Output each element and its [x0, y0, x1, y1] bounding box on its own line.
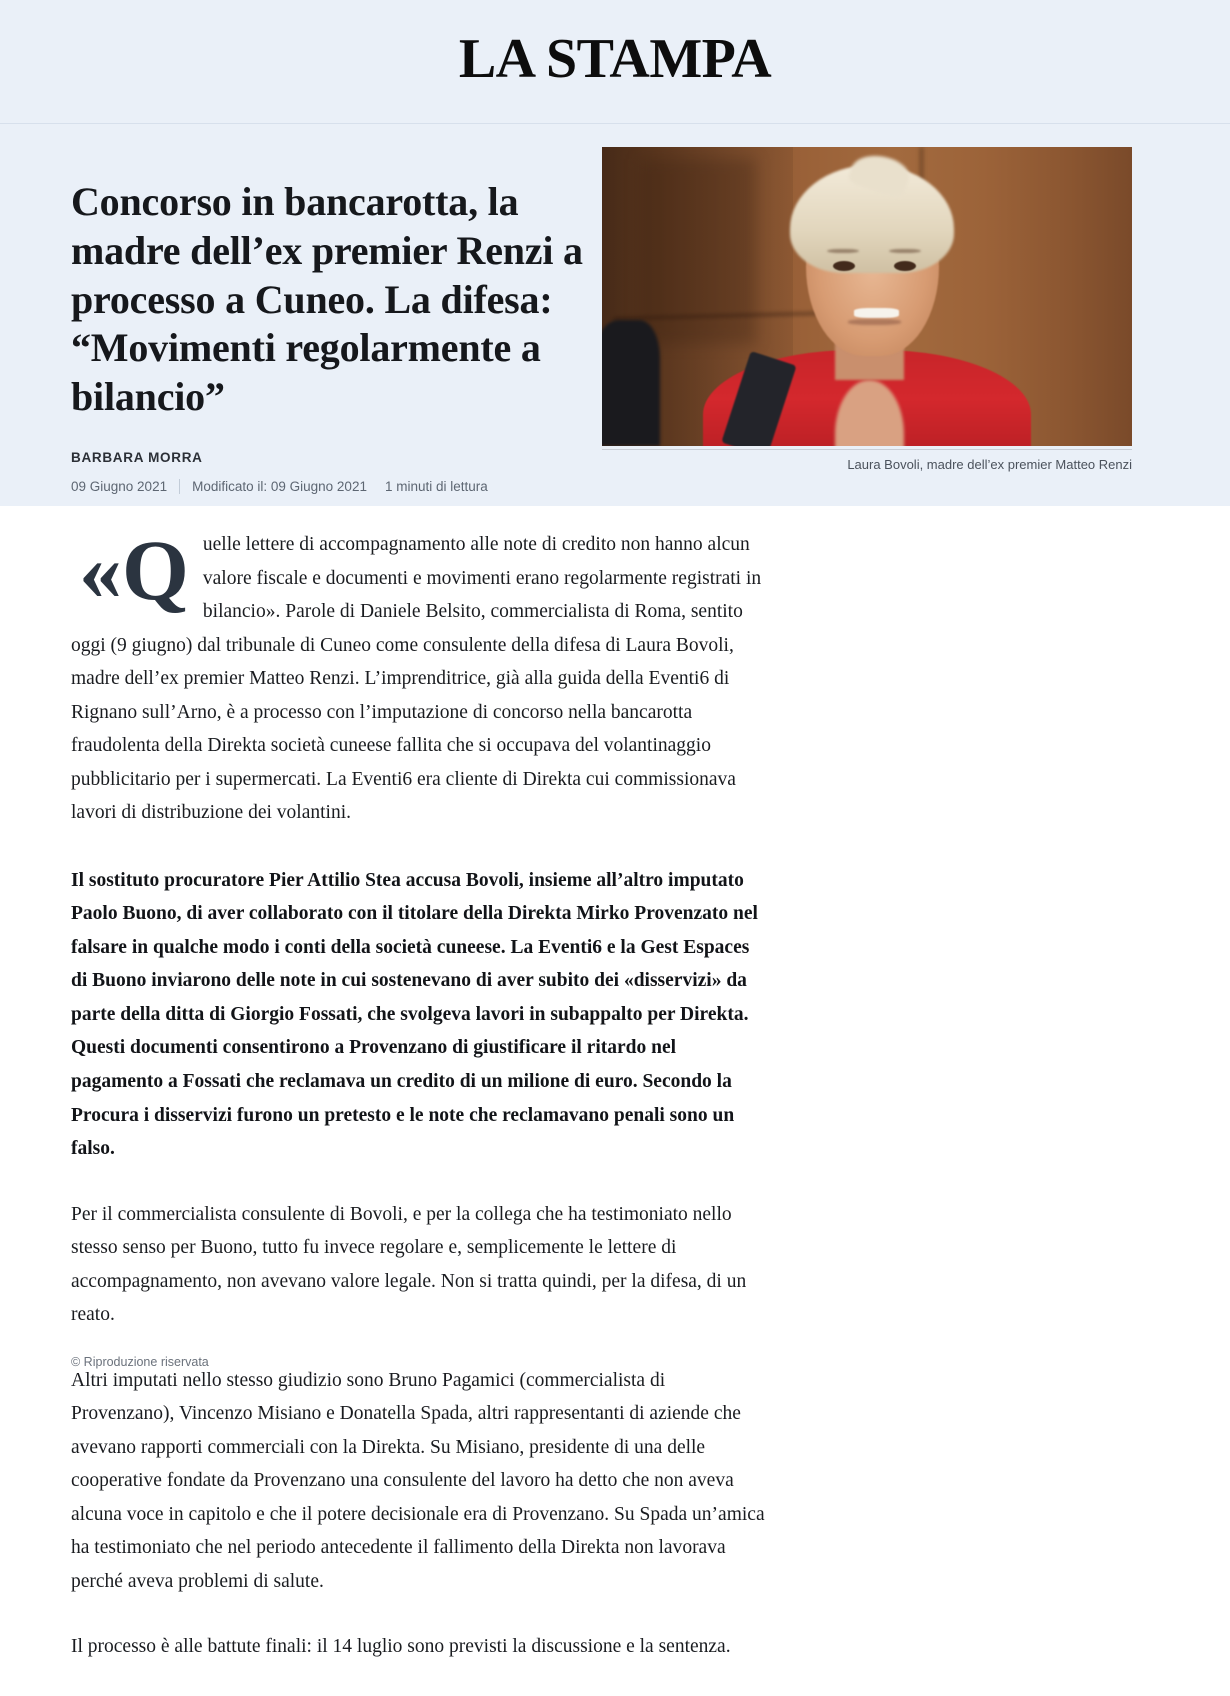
la-stampa-logo[interactable]: LA STAMPA: [458, 28, 772, 90]
photo-smile: [854, 308, 899, 318]
article-meta: [71, 479, 591, 494]
masthead: [0, 0, 1230, 124]
dropcap: «Q: [79, 522, 189, 618]
reading-time: 1 minuti di lettura: [384, 478, 488, 494]
caption-divider: [602, 449, 1132, 450]
paragraph-5: Il processo è alle battute finali: il 14 luglio sono previsti la discussione e la sentenza.: [71, 1636, 731, 1658]
photo-mouth-shadow: [848, 319, 901, 325]
article-body: [71, 522, 768, 1696]
photo-background-person: [602, 320, 660, 446]
paragraph-3: Per il commercialista consulente di Bovoli, e per la collega che ha testimoniato nello stesso senso per Buono, tutto fu invece regolare e, semplicemente le lettere di accompagnamento, non avevano valore legale. Non si tratta quindi, per la difesa, di un reato.: [71, 1203, 747, 1326]
paragraph-highlight: Il sostituto procuratore Pier Attilio Stea accusa Bovoli, insieme all’altro imputato Paolo Buono, di aver collaborato con il titolare della Direkta Mirko Provenzato nel falsare in qualche modo i conti della società cuneese. La Eventi6 e la Gest Espaces di Buono inviarono delle note in cui sostenevano di aver subito dei «disservizi» da parte della ditta di Giorgio Fossati, che svolgeva lavori in subappalto per Direkta. Questi documenti consentirono a Provenzano di giustificare il ritardo nel pagamento a Fossati che reclamava un credito di un milione di euro. Secondo la Procura i disservizi furono un pretesto e le note che reclamavano penali sono un falso.: [71, 869, 758, 1160]
page-title: Concorso in bancarotta, la madre dell’ex premier Renzi a processo a Cuneo. La difesa: “Movimenti regolarmente a bilancio”: [71, 179, 583, 420]
paragraph-lead: [71, 522, 768, 830]
photo-image: [602, 147, 1132, 446]
modified-date: Modificato il: 09 Giugno 2021: [192, 478, 367, 494]
published-date: 09 Giugno 2021: [71, 478, 168, 494]
masthead-divider: [0, 123, 1230, 124]
paragraph-text: uelle lettere di accompagnamento alle note di credito non hanno alcun valore fiscale e documenti e movimenti erano regolarmente registrati in bilancio». Parole di Daniele Belsito, commercialista di Roma, sentito oggi (9 giugno) dal tribunale di Cuneo come consulente della difesa di Laura Bovoli, madre dell’ex premier Matteo Renzi. L’imprenditrice, già alla guida della Eventi6 di Rignano sull’Arno, è a processo con l’imputazione di concorso nella bancarotta fraudolenta della Direkta società cuneese fallita che si occupava del volantinaggio pubblicitario per i supermercati. La Eventi6 era cliente di Direkta cui commissionava lavori di distribuzione dei volantini.: [71, 534, 762, 824]
photo-caption: Laura Bovoli, madre dell’ex premier Matteo Renzi: [847, 457, 1132, 472]
paragraph-4: Altri imputati nello stesso giudizio sono Bruno Pagamici (commercialista di Provenzano), Vincenzo Misiano e Donatella Spada, altri rappresentanti di aziende che avevano rapporti commerciali con la Direkta. Su Misiano, presidente di una delle cooperative fondate da Provenzano una consulente del lavoro ha detto che non aveva alcuna voce in capitolo e che il potere decisionale era di Provenzano. Su Spada un’amica ha testimoniato che nel periodo antecedente il fallimento della Direkta non lavorava perché aveva problemi di salute.: [71, 1369, 765, 1592]
hero-photo: [602, 147, 1132, 446]
author-byline[interactable]: BARBARA MORRA: [71, 449, 203, 465]
copyright-notice: © Riproduzione riservata: [71, 1355, 209, 1369]
photo-eye-right: [894, 261, 916, 271]
photo-eye-left: [833, 261, 855, 271]
meta-separator: [179, 479, 180, 494]
headline-column: [71, 178, 591, 494]
